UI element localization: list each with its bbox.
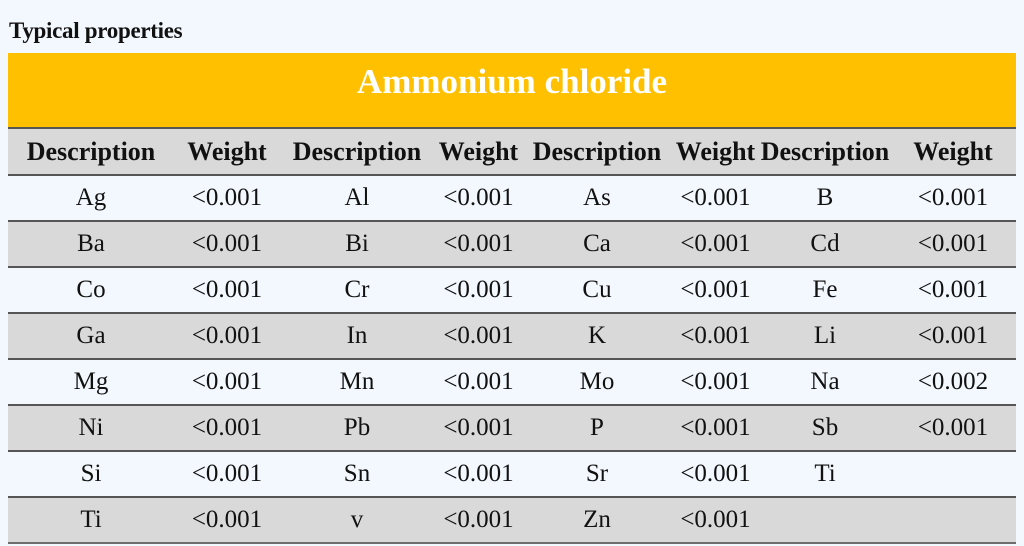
weight-cell: <0.001 [434, 497, 523, 542]
element-cell: B [760, 175, 890, 221]
element-cell: Fe [760, 267, 890, 313]
header-description: Description [760, 129, 890, 175]
table-body [8, 175, 1016, 542]
header-weight: Weight [434, 129, 523, 175]
weight-cell: <0.001 [890, 267, 1016, 313]
weight-cell: <0.001 [671, 497, 760, 542]
header-description: Description [280, 129, 434, 175]
element-cell: Ti [8, 497, 174, 542]
element-cell: Na [760, 359, 890, 405]
header-weight: Weight [174, 129, 280, 175]
table-row [8, 405, 1016, 451]
table-row [8, 451, 1016, 497]
weight-cell: <0.001 [174, 175, 280, 221]
element-cell: Mg [8, 359, 174, 405]
table-row [8, 313, 1016, 359]
weight-cell: <0.001 [890, 221, 1016, 267]
element-cell: Al [280, 175, 434, 221]
weight-cell: <0.001 [671, 267, 760, 313]
element-weights-table [8, 129, 1016, 542]
element-cell: Si [8, 451, 174, 497]
weight-cell: <0.001 [174, 451, 280, 497]
weight-cell: <0.001 [434, 405, 523, 451]
table-row [8, 359, 1016, 405]
weight-cell: <0.001 [671, 221, 760, 267]
element-cell: K [523, 313, 671, 359]
element-cell: Zn [523, 497, 671, 542]
table-row [8, 175, 1016, 221]
element-cell: Sb [760, 405, 890, 451]
weight-cell: <0.001 [671, 359, 760, 405]
weight-cell: <0.001 [434, 175, 523, 221]
element-cell: Ca [523, 221, 671, 267]
header-weight: Weight [890, 129, 1016, 175]
properties-table [8, 53, 1016, 544]
weight-cell: <0.001 [671, 175, 760, 221]
element-cell: Cr [280, 267, 434, 313]
weight-cell: <0.001 [890, 405, 1016, 451]
element-cell: Co [8, 267, 174, 313]
element-cell: As [523, 175, 671, 221]
table-row [8, 221, 1016, 267]
weight-cell: <0.001 [434, 221, 523, 267]
section-heading: Typical properties [9, 18, 183, 43]
weight-cell: <0.001 [671, 313, 760, 359]
weight-cell: <0.001 [434, 359, 523, 405]
weight-cell: <0.001 [174, 267, 280, 313]
element-cell: Mn [280, 359, 434, 405]
element-cell: P [523, 405, 671, 451]
element-cell: Mo [523, 359, 671, 405]
element-cell [760, 497, 890, 542]
weight-cell [890, 497, 1016, 542]
element-cell: Cu [523, 267, 671, 313]
element-cell: Sr [523, 451, 671, 497]
weight-cell: <0.001 [671, 405, 760, 451]
weight-cell [890, 451, 1016, 497]
weight-cell: <0.001 [174, 313, 280, 359]
element-cell: Ga [8, 313, 174, 359]
element-cell: Sn [280, 451, 434, 497]
element-cell: Pb [280, 405, 434, 451]
weight-cell: <0.001 [174, 405, 280, 451]
table-row [8, 497, 1016, 542]
weight-cell: <0.001 [434, 313, 523, 359]
element-cell: Bi [280, 221, 434, 267]
element-cell: Ba [8, 221, 174, 267]
weight-cell: <0.001 [434, 451, 523, 497]
header-description: Description [523, 129, 671, 175]
element-cell: Ti [760, 451, 890, 497]
header-description: Description [8, 129, 174, 175]
weight-cell: <0.001 [434, 267, 523, 313]
header-weight: Weight [671, 129, 760, 175]
weight-cell: <0.001 [174, 359, 280, 405]
weight-cell: <0.001 [174, 221, 280, 267]
header-row [8, 129, 1016, 175]
element-cell: v [280, 497, 434, 542]
weight-cell: <0.002 [890, 359, 1016, 405]
element-cell: Cd [760, 221, 890, 267]
weight-cell: <0.001 [890, 175, 1016, 221]
element-cell: Ag [8, 175, 174, 221]
table-title: Ammonium chloride [8, 53, 1016, 129]
weight-cell: <0.001 [671, 451, 760, 497]
table-row [8, 267, 1016, 313]
weight-cell: <0.001 [174, 497, 280, 542]
weight-cell: <0.001 [890, 313, 1016, 359]
element-cell: Li [760, 313, 890, 359]
element-cell: Ni [8, 405, 174, 451]
element-cell: In [280, 313, 434, 359]
